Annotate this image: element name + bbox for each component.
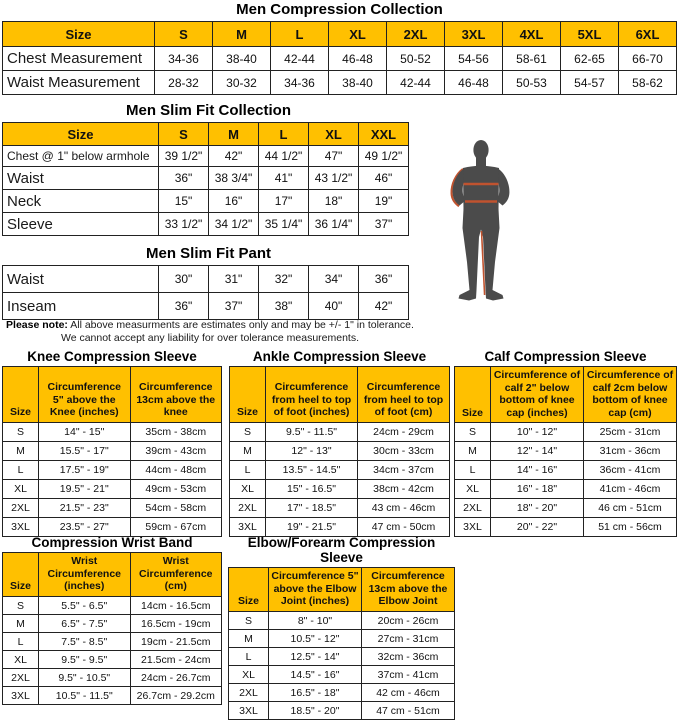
row-label: Sleeve — [3, 213, 159, 236]
table-row — [455, 423, 677, 442]
measurement-value: 50-52 — [387, 47, 445, 71]
measurement-value: 16.5cm - 19cm — [130, 615, 222, 633]
measurement-value: 34" — [309, 266, 359, 293]
measurement-value: 15.5" - 17" — [39, 442, 131, 461]
header-row — [3, 22, 677, 47]
table-row — [3, 213, 409, 236]
table-row — [455, 461, 677, 480]
men-slim-fit-collection-table — [2, 122, 409, 236]
size-value: M — [229, 630, 269, 648]
table-row — [229, 648, 455, 666]
size-col-header: M — [213, 22, 271, 47]
size-value: L — [455, 461, 491, 480]
col-header: Circumference of calf 2" below bottom of knee cap (inches) — [491, 367, 584, 423]
size-col-header: 3XL — [445, 22, 503, 47]
ankle-compression-sleeve-section — [229, 349, 450, 537]
section-title: Compression Wrist Band — [31, 535, 193, 550]
measurement-value: 44cm - 48cm — [130, 461, 222, 480]
row-label: Waist — [3, 266, 159, 293]
measurement-value: 54-56 — [445, 47, 503, 71]
measurement-value: 36" — [359, 266, 409, 293]
table-row — [229, 684, 455, 702]
measurement-value: 66-70 — [619, 47, 677, 71]
measurement-value: 9.5" - 9.5" — [39, 651, 131, 669]
measurement-value: 32cm - 36cm — [362, 648, 455, 666]
measurement-value: 19.5" - 21" — [39, 480, 131, 499]
note-lead: Please note: — [6, 319, 68, 331]
measurement-value: 16.5" - 18" — [269, 684, 362, 702]
measurement-value: 18" — [309, 190, 359, 213]
measurement-value: 12.5" - 14" — [269, 648, 362, 666]
measurement-value: 37cm - 41cm — [362, 666, 455, 684]
size-value: L — [3, 633, 39, 651]
measurement-value: 42-44 — [271, 47, 329, 71]
measurement-value: 54-57 — [561, 71, 619, 95]
table-row — [3, 633, 222, 651]
table-row — [229, 702, 455, 720]
measurement-value: 32" — [259, 266, 309, 293]
measurement-value: 19" — [359, 190, 409, 213]
size-value: XL — [3, 480, 39, 499]
row-label: Chest Measurement — [3, 47, 155, 71]
size-value: S — [3, 597, 39, 615]
measurement-value: 38 3/4" — [209, 167, 259, 190]
section-title: Calf Compression Sleeve — [484, 349, 647, 364]
table-row — [455, 499, 677, 518]
calf-compression-sleeve-table — [454, 366, 677, 537]
size-col-header: XL — [329, 22, 387, 47]
table-row — [3, 47, 677, 71]
table-row — [229, 666, 455, 684]
size-value: 3XL — [455, 518, 491, 537]
compression-wrist-band-table — [2, 552, 222, 705]
size-value: 2XL — [230, 499, 266, 518]
size-value: 2XL — [455, 499, 491, 518]
measurement-value: 46-48 — [329, 47, 387, 71]
table-row — [3, 687, 222, 705]
header-row — [230, 367, 450, 423]
measurement-value: 14cm - 16.5cm — [130, 597, 222, 615]
header-row — [3, 367, 222, 423]
col-header: Circumference from heel to top of foot (inches) — [266, 367, 358, 423]
measurement-value: 28-32 — [155, 71, 213, 95]
measurement-value: 39 1/2" — [159, 146, 209, 167]
measurement-value: 59cm - 67cm — [130, 518, 222, 537]
measurement-value: 8" - 10" — [269, 612, 362, 630]
measurement-value: 20cm - 26cm — [362, 612, 455, 630]
table-row — [3, 651, 222, 669]
measurement-value: 17" — [259, 190, 309, 213]
measurement-value: 30cm - 33cm — [358, 442, 450, 461]
measurement-value: 27cm - 31cm — [362, 630, 455, 648]
note-line-1 — [2, 319, 418, 332]
measurement-value: 36" — [159, 293, 209, 320]
size-value: S — [229, 612, 269, 630]
table-row — [455, 480, 677, 499]
measurement-value: 58-61 — [503, 47, 561, 71]
note-text: All above measurments are estimates only and may be +/- 1" in tolerance. — [67, 319, 414, 331]
size-value: XL — [3, 651, 39, 669]
size-header: Size — [3, 553, 39, 597]
table-row — [3, 480, 222, 499]
size-value: L — [230, 461, 266, 480]
section-title: Knee Compression Sleeve — [27, 349, 197, 364]
col-header: Wrist Circumference (cm) — [130, 553, 222, 597]
size-col-header: Size — [3, 123, 159, 146]
measurement-value: 34-36 — [271, 71, 329, 95]
size-value: 2XL — [3, 669, 39, 687]
measurement-value: 46" — [359, 167, 409, 190]
table-row — [230, 442, 450, 461]
table-row — [229, 630, 455, 648]
measurement-value: 16" - 18" — [491, 480, 584, 499]
size-header: Size — [455, 367, 491, 423]
table-row — [230, 461, 450, 480]
row-label: Waist Measurement — [3, 71, 155, 95]
table-row — [3, 461, 222, 480]
tolerance-note — [2, 319, 418, 344]
measurement-value: 10" - 12" — [491, 423, 584, 442]
measurement-value: 12" - 13" — [266, 442, 358, 461]
measurement-value: 9.5" - 10.5" — [39, 669, 131, 687]
section-title: Elbow/Forearm Compression Sleeve — [247, 535, 436, 565]
col-header: Circumference 5" above the Knee (inches) — [39, 367, 131, 423]
size-col-header: XXL — [359, 123, 409, 146]
measurement-value: 54cm - 58cm — [130, 499, 222, 518]
size-value: M — [3, 442, 39, 461]
measurement-value: 44 1/2" — [259, 146, 309, 167]
section-title: Men Slim Fit Pant — [145, 245, 271, 262]
measurement-value: 34-36 — [155, 47, 213, 71]
size-header: Size — [229, 568, 269, 612]
table-row — [230, 423, 450, 442]
size-value: 2XL — [229, 684, 269, 702]
table-row — [3, 442, 222, 461]
size-value: XL — [455, 480, 491, 499]
col-header: Circumference 5" above the Elbow Joint (inches) — [269, 568, 362, 612]
measurement-value: 31" — [209, 266, 259, 293]
measurement-value: 37" — [209, 293, 259, 320]
ankle-compression-sleeve-table — [229, 366, 450, 537]
measurement-value: 25cm - 31cm — [584, 423, 677, 442]
size-value: 3XL — [230, 518, 266, 537]
col-header: Circumference from heel to top of foot (cm) — [358, 367, 450, 423]
measurement-value: 12" - 14" — [491, 442, 584, 461]
measurement-value: 20" - 22" — [491, 518, 584, 537]
row-label: Inseam — [3, 293, 159, 320]
measurement-value: 13.5" - 14.5" — [266, 461, 358, 480]
size-value: 2XL — [3, 499, 39, 518]
figure-legs — [459, 209, 504, 301]
measurement-value: 42 cm - 46cm — [362, 684, 455, 702]
table-row — [3, 167, 409, 190]
table-row — [3, 71, 677, 95]
figure-torso — [463, 166, 499, 211]
col-header: Circumference of calf 2cm below bottom of knee cap (cm) — [584, 367, 677, 423]
table-row — [3, 423, 222, 442]
men-slim-fit-collection-section — [0, 102, 417, 236]
measurement-value: 15" — [159, 190, 209, 213]
measurement-value: 35cm - 38cm — [130, 423, 222, 442]
figure-neck — [476, 157, 486, 167]
row-label: Neck — [3, 190, 159, 213]
measurement-value: 10.5" - 11.5" — [39, 687, 131, 705]
men-compression-collection-section — [0, 1, 679, 95]
measurement-value: 34cm - 37cm — [358, 461, 450, 480]
measurement-value: 41cm - 46cm — [584, 480, 677, 499]
measurement-value: 21.5cm - 24cm — [130, 651, 222, 669]
measurement-value: 38" — [259, 293, 309, 320]
measurement-value: 46 cm - 51cm — [584, 499, 677, 518]
table-row — [230, 518, 450, 537]
size-value: L — [3, 461, 39, 480]
elbow-forearm-compression-sleeve-section — [228, 535, 455, 720]
table-row — [230, 480, 450, 499]
measurement-value: 47 cm - 50cm — [358, 518, 450, 537]
header-row — [229, 568, 455, 612]
measurement-value: 7.5" - 8.5" — [39, 633, 131, 651]
size-value: S — [3, 423, 39, 442]
header-row — [3, 123, 409, 146]
calf-compression-sleeve-section — [454, 349, 677, 537]
size-col-header: L — [259, 123, 309, 146]
measurement-value: 43 cm - 46cm — [358, 499, 450, 518]
measurement-value: 18" - 20" — [491, 499, 584, 518]
measurement-value: 38-40 — [213, 47, 271, 71]
table-row — [229, 612, 455, 630]
size-value: XL — [229, 666, 269, 684]
size-col-header: S — [155, 22, 213, 47]
measurement-value: 35 1/4" — [259, 213, 309, 236]
measurement-value: 24cm - 29cm — [358, 423, 450, 442]
measurement-value: 18.5" - 20" — [269, 702, 362, 720]
size-value: S — [230, 423, 266, 442]
measurement-figure-svg — [450, 140, 514, 310]
row-label: Waist — [3, 167, 159, 190]
measurement-value: 14" - 15" — [39, 423, 131, 442]
measurement-value: 34 1/2" — [209, 213, 259, 236]
measurement-value: 37" — [359, 213, 409, 236]
measurement-value: 6.5" - 7.5" — [39, 615, 131, 633]
size-value: 3XL — [3, 687, 39, 705]
size-col-header: XL — [309, 123, 359, 146]
measurement-value: 47" — [309, 146, 359, 167]
measurement-value: 17.5" - 19" — [39, 461, 131, 480]
header-row — [455, 367, 677, 423]
measurement-value: 58-62 — [619, 71, 677, 95]
measurement-value: 5.5" - 6.5" — [39, 597, 131, 615]
table-row — [3, 615, 222, 633]
table-row — [3, 266, 409, 293]
measurement-value: 42" — [359, 293, 409, 320]
size-header: Size — [230, 367, 266, 423]
measurement-value: 47 cm - 51cm — [362, 702, 455, 720]
measurement-value: 23.5" - 27" — [39, 518, 131, 537]
size-value: S — [455, 423, 491, 442]
size-col-header: 5XL — [561, 22, 619, 47]
table-row — [455, 518, 677, 537]
measurement-value: 10.5" - 12" — [269, 630, 362, 648]
table-row — [455, 442, 677, 461]
men-slim-fit-pant-section — [0, 245, 417, 320]
men-compression-collection-table — [2, 21, 677, 95]
knee-compression-sleeve-table — [2, 366, 222, 537]
measurement-value: 49 1/2" — [359, 146, 409, 167]
measurement-value: 51 cm - 56cm — [584, 518, 677, 537]
size-col-header: 4XL — [503, 22, 561, 47]
size-value: M — [455, 442, 491, 461]
male-silhouette-icon — [450, 140, 514, 310]
men-slim-fit-pant-table — [2, 265, 409, 320]
size-col-header: L — [271, 22, 329, 47]
section-title: Men Slim Fit Collection — [125, 102, 291, 119]
measurement-value: 30" — [159, 266, 209, 293]
section-title: Ankle Compression Sleeve — [252, 349, 427, 364]
knee-compression-sleeve-section — [2, 349, 222, 537]
col-header: Circumference 13cm above the knee — [130, 367, 222, 423]
table-row — [230, 499, 450, 518]
measurement-value: 21.5" - 23" — [39, 499, 131, 518]
table-row — [3, 669, 222, 687]
measurement-value: 46-48 — [445, 71, 503, 95]
table-row — [3, 597, 222, 615]
col-header: Circumference 13cm above the Elbow Joint — [362, 568, 455, 612]
measurement-value: 38-40 — [329, 71, 387, 95]
measurement-value: 49cm - 53cm — [130, 480, 222, 499]
size-value: 3XL — [3, 518, 39, 537]
measurement-value: 36" — [159, 167, 209, 190]
size-value: L — [229, 648, 269, 666]
size-header: Size — [3, 367, 39, 423]
measurement-value: 42-44 — [387, 71, 445, 95]
measurement-value: 33 1/2" — [159, 213, 209, 236]
table-row — [3, 190, 409, 213]
measurement-value: 42" — [209, 146, 259, 167]
measurement-value: 9.5" - 11.5" — [266, 423, 358, 442]
measurement-value: 36 1/4" — [309, 213, 359, 236]
measurement-value: 30-32 — [213, 71, 271, 95]
measurement-value: 15" - 16.5" — [266, 480, 358, 499]
col-header: Wrist Circumference (inches) — [39, 553, 131, 597]
table-row — [3, 293, 409, 320]
measurement-value: 19cm - 21.5cm — [130, 633, 222, 651]
size-value: M — [3, 615, 39, 633]
size-value: M — [230, 442, 266, 461]
measurement-value: 40" — [309, 293, 359, 320]
size-value: XL — [230, 480, 266, 499]
row-label: Chest @ 1" below armhole — [3, 146, 159, 167]
section-title: Men Compression Collection — [236, 1, 443, 18]
size-col-header: Size — [3, 22, 155, 47]
size-col-header: M — [209, 123, 259, 146]
measurement-value: 50-53 — [503, 71, 561, 95]
note-line-2: We cannot accept any liability for over tolerance measurements. — [60, 331, 360, 344]
measurement-value: 16" — [209, 190, 259, 213]
size-col-header: S — [159, 123, 209, 146]
size-col-header: 6XL — [619, 22, 677, 47]
measurement-value: 14" - 16" — [491, 461, 584, 480]
measurement-value: 19" - 21.5" — [266, 518, 358, 537]
measurement-value: 31cm - 36cm — [584, 442, 677, 461]
measurement-value: 17" - 18.5" — [266, 499, 358, 518]
size-col-header: 2XL — [387, 22, 445, 47]
size-value: 3XL — [229, 702, 269, 720]
table-row — [3, 146, 409, 167]
measurement-value: 43 1/2" — [309, 167, 359, 190]
measurement-value: 26.7cm - 29.2cm — [130, 687, 222, 705]
compression-wrist-band-section — [2, 535, 222, 705]
header-row — [3, 553, 222, 597]
measurement-value: 38cm - 42cm — [358, 480, 450, 499]
table-row — [3, 499, 222, 518]
table-row — [3, 518, 222, 537]
measurement-value: 24cm - 26.7cm — [130, 669, 222, 687]
measurement-value: 36cm - 41cm — [584, 461, 677, 480]
measurement-value: 41" — [259, 167, 309, 190]
measurement-value: 14.5" - 16" — [269, 666, 362, 684]
measurement-value: 62-65 — [561, 47, 619, 71]
elbow-forearm-compression-sleeve-table — [228, 567, 455, 720]
measurement-value: 39cm - 43cm — [130, 442, 222, 461]
